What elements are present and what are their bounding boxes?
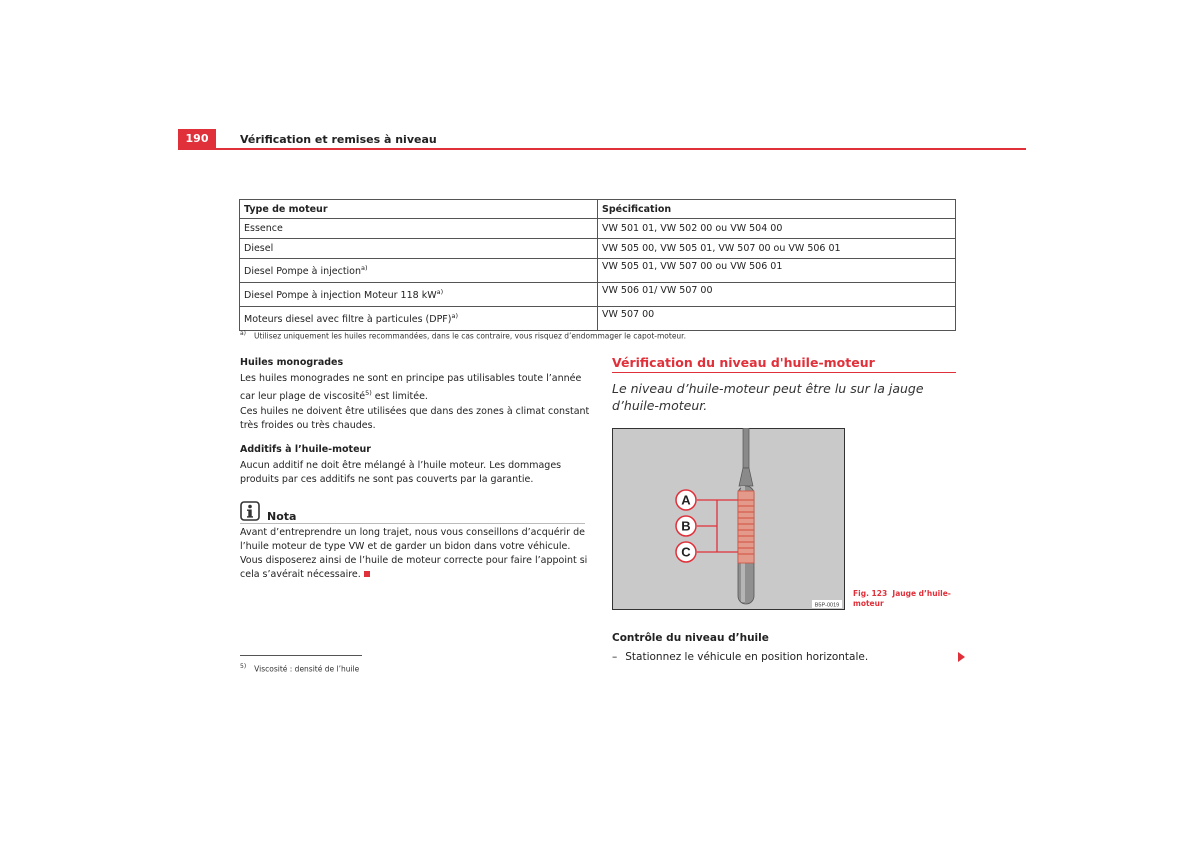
table-note-text: Utilisez uniquement les huiles recommandées, dans le cas contraire, vous risquez d’endommager le capot-moteur. xyxy=(254,331,686,341)
table-row xyxy=(240,259,956,283)
engine-type-cell: Moteurs diesel avec filtre à particules (DPF)$^{a)}$ xyxy=(240,307,598,331)
oil-spec-table xyxy=(239,199,956,331)
figure-number: Fig. 123 xyxy=(853,589,888,598)
nota-divider xyxy=(240,523,585,524)
step-dash: – xyxy=(612,651,618,663)
table-note xyxy=(240,330,686,341)
footnote-ref: a) xyxy=(451,311,458,320)
nota-title: Nota xyxy=(267,510,297,523)
footnote-rule xyxy=(240,655,362,656)
section-title: Vérification du niveau d'huile-moteur xyxy=(612,355,875,370)
section-intro: Le niveau d’huile-moteur peut être lu sur la jauge d’huile-moteur. xyxy=(612,381,924,413)
additives-paragraph: Aucun additif ne doit être mélangé à l’huile moteur. Les dommages produits par ces additifs ne sont pas couverts par la garantie. xyxy=(240,460,562,485)
figure-caption xyxy=(853,589,958,609)
table-row xyxy=(240,307,956,331)
spec-cell: VW 505 00, VW 505 01, VW 507 00 ou VW 506 01 xyxy=(598,239,956,259)
svg-text:A: A xyxy=(681,492,691,508)
label-b xyxy=(676,516,696,536)
step-text: Stationnez le véhicule en position horizontale. xyxy=(625,651,869,663)
controle-heading: Contrôle du niveau d’huile xyxy=(612,632,769,644)
continue-arrow-icon xyxy=(958,652,965,662)
page-number: 190 xyxy=(178,129,216,149)
step-item xyxy=(612,651,868,663)
footnote-text: Viscosité : densité de l’huile xyxy=(254,664,360,674)
info-icon xyxy=(240,501,260,521)
table-header-row xyxy=(240,200,956,219)
mono-heading: Huiles monogrades xyxy=(240,357,344,368)
svg-text:B: B xyxy=(681,518,691,534)
dipstick-figure xyxy=(612,428,845,610)
end-of-section-icon xyxy=(364,571,370,577)
nota-paragraph: Avant d’entreprendre un long trajet, nous vous conseillons d’acquérir de l’huile moteur de type VW et de garder un bidon dans votre véhicule. Vous disposerez ainsi de l’huile de moteur correcte pour faire l’appoint si cela s’avérait nécessaire. xyxy=(240,527,588,580)
figure-caption-text: Jauge d’huile-moteur xyxy=(853,589,951,608)
spec-cell: VW 505 01, VW 507 00 ou VW 506 01 xyxy=(598,259,956,283)
spec-cell: VW 501 01, VW 502 00 ou VW 504 00 xyxy=(598,219,956,239)
table-row xyxy=(240,239,956,259)
label-a xyxy=(676,490,696,510)
spec-cell: VW 507 00 xyxy=(598,307,956,331)
chapter-title: Vérification et remises à niveau xyxy=(240,133,437,146)
table-row xyxy=(240,219,956,239)
header-rule xyxy=(178,148,1026,150)
svg-text:C: C xyxy=(681,544,691,560)
spec-cell: VW 506 01/ VW 507 00 xyxy=(598,283,956,307)
engine-type-cell: Diesel xyxy=(240,239,598,259)
footnote-ref: a) xyxy=(436,287,444,296)
footnote-ref: a) xyxy=(361,263,368,272)
footnote-mark: 5) xyxy=(240,663,247,670)
label-c xyxy=(676,542,696,562)
column-header: Spécification xyxy=(598,200,956,219)
figure-code: B5P-0019 xyxy=(814,602,840,609)
additives-heading: Additifs à l’huile-moteur xyxy=(240,444,371,455)
engine-type-cell: Essence xyxy=(240,219,598,239)
mono-paragraph-1: Les huiles monogrades ne sont en principe pas utilisables toute l’année car leur plage de viscosité$^{5)}$ est limitée. xyxy=(240,373,582,403)
engine-type-cell: Diesel Pompe à injection$^{a)}$ xyxy=(240,259,598,283)
table-note-mark: a) xyxy=(240,330,247,337)
table-row xyxy=(240,283,956,307)
footnote xyxy=(240,663,359,674)
section-rule xyxy=(612,372,956,373)
column-header: Type de moteur xyxy=(240,200,598,219)
engine-type-cell: Diesel Pompe à injection Moteur 118 $kW^{a)}$ xyxy=(240,283,598,307)
mono-paragraph-2: Ces huiles ne doivent être utilisées que dans des zones à climat constant très froides ou très chaudes. xyxy=(240,406,590,431)
